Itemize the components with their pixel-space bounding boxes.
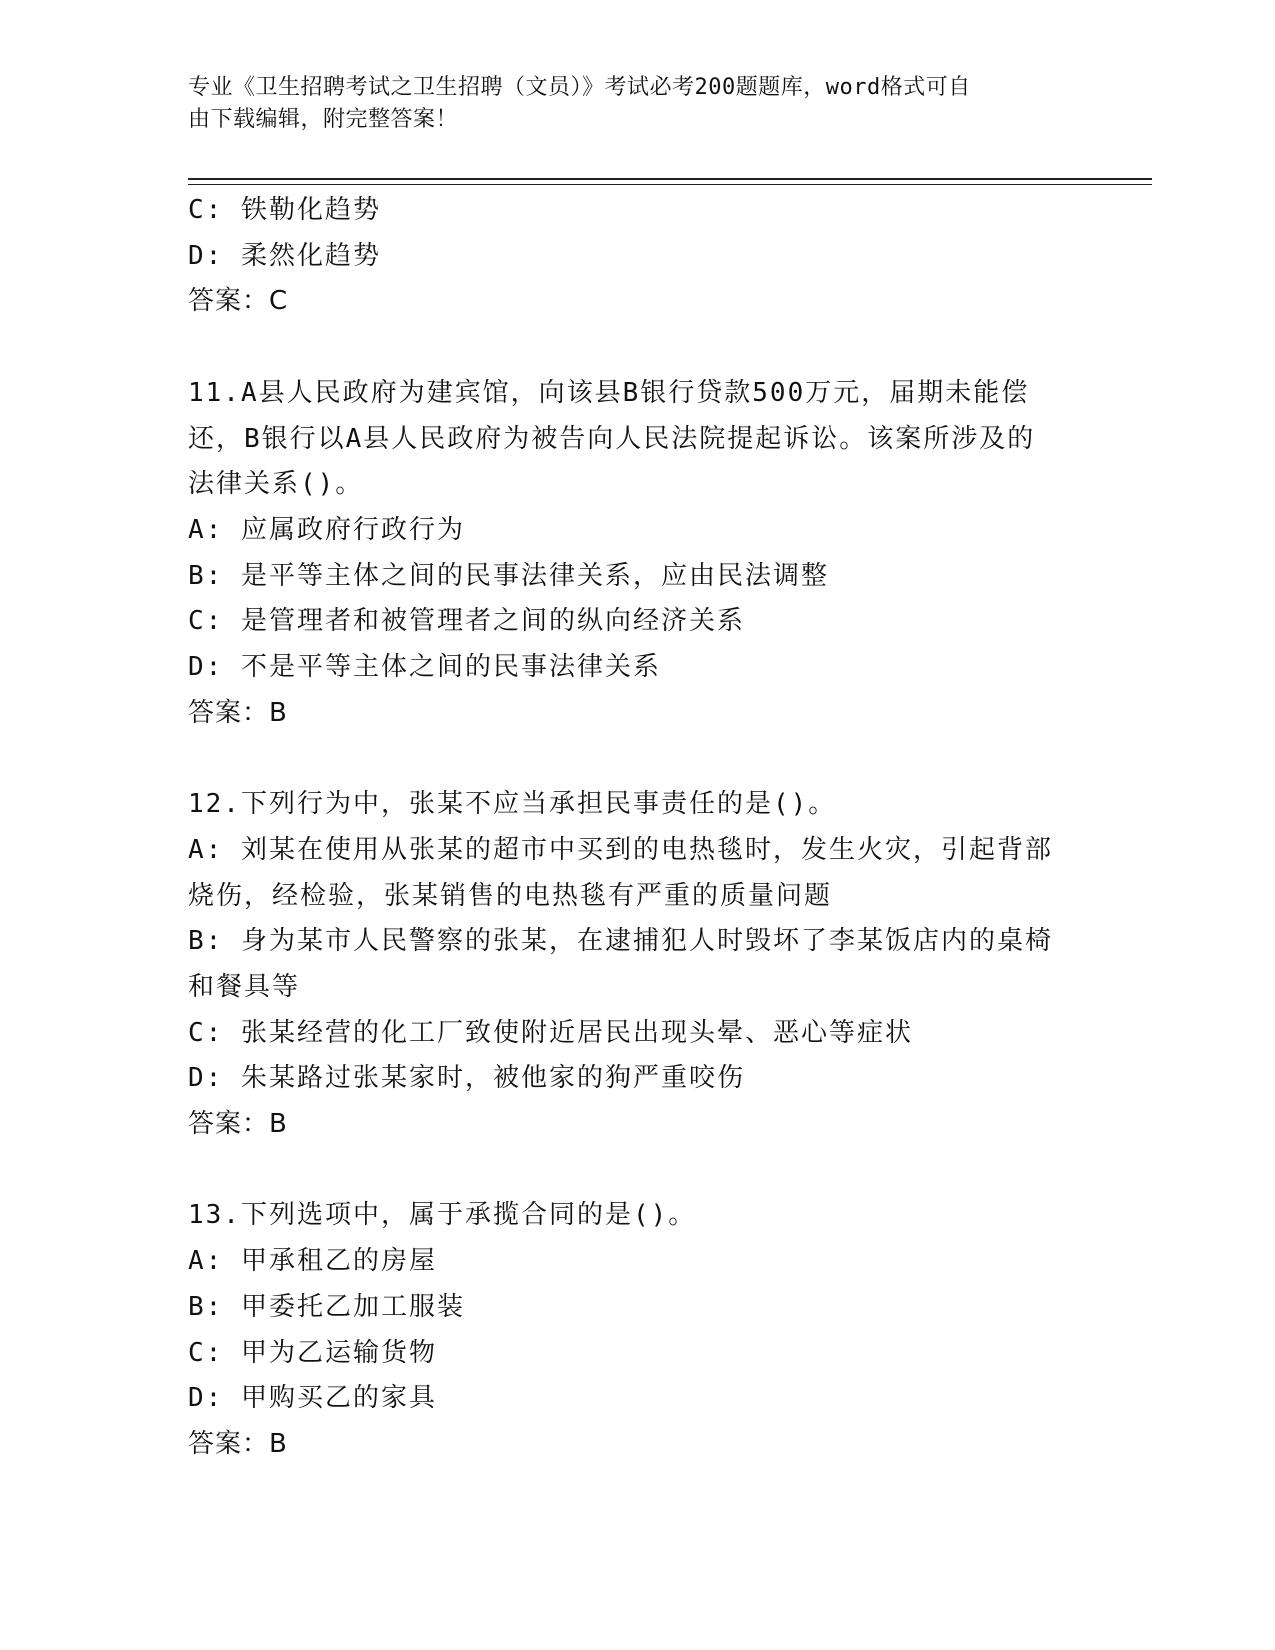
option-d: D: 柔然化趋势 [188, 240, 381, 271]
answer-line: 答案：B [188, 1428, 288, 1459]
option-a: A: 刘某在使用从张某的超市中买到的电热毯时，发生火灾，引起背部 [188, 834, 1053, 865]
option-b-continued: 和餐具等 [188, 971, 301, 1002]
spacer [188, 736, 1088, 782]
option-c: C: 甲为乙运输货物 [188, 1337, 437, 1368]
question-content [188, 188, 1088, 1468]
header-rule-thick [188, 178, 1152, 180]
answer-line: 答案：C [188, 286, 289, 317]
option-a: A: 甲承租乙的房屋 [188, 1246, 437, 1277]
document-header [188, 72, 1088, 136]
question-stem-line: 法律关系()。 [188, 469, 364, 500]
answer-line: 答案：B [188, 1109, 288, 1140]
option-c: C: 张某经营的化工厂致使附近居民出现头晕、恶心等症状 [188, 1017, 913, 1048]
option-a: A: 应属政府行政行为 [188, 514, 465, 545]
question-stem-line: 13.下列选项中，属于承揽合同的是()。 [188, 1200, 697, 1231]
question-stem-line: 11.A县人民政府为建宾馆，向该县B银行贷款500万元，届期未能偿 [188, 377, 1030, 408]
header-line-1: 专业《卫生招聘考试之卫生招聘（文员）》考试必考200题题库，word格式可自 [188, 75, 971, 100]
option-b: B: 甲委托乙加工服装 [188, 1291, 465, 1322]
option-d: D: 朱某路过张某家时，被他家的狗严重咬伤 [188, 1063, 745, 1094]
option-a-continued: 烧伤，经检验，张某销售的电热毯有严重的质量问题 [188, 880, 833, 911]
header-line-2: 由下载编辑，附完整答案！ [188, 107, 459, 132]
option-b: B: 身为某市人民警察的张某，在逮捕犯人时毁坏了李某饭店内的桌椅 [188, 926, 1053, 957]
answer-line: 答案：B [188, 697, 288, 728]
option-b: B: 是平等主体之间的民事法律关系，应由民法调整 [188, 560, 829, 591]
question-block-11 [188, 371, 1088, 737]
prev-question-block [188, 188, 1088, 325]
question-block-12 [188, 782, 1088, 1148]
spacer [188, 1148, 1088, 1194]
option-c: C: 是管理者和被管理者之间的纵向经济关系 [188, 606, 745, 637]
spacer [188, 325, 1088, 371]
header-rule-thin [188, 184, 1152, 185]
option-c: C: 铁勒化趋势 [188, 195, 381, 225]
question-block-13 [188, 1193, 1088, 1467]
option-d: D: 甲购买乙的家具 [188, 1383, 437, 1414]
question-stem-line: 还，B银行以A县人民政府为被告向人民法院提起诉讼。该案所涉及的 [188, 423, 1036, 454]
option-d: D: 不是平等主体之间的民事法律关系 [188, 652, 661, 683]
question-stem-line: 12.下列行为中，张某不应当承担民事责任的是()。 [188, 789, 837, 820]
